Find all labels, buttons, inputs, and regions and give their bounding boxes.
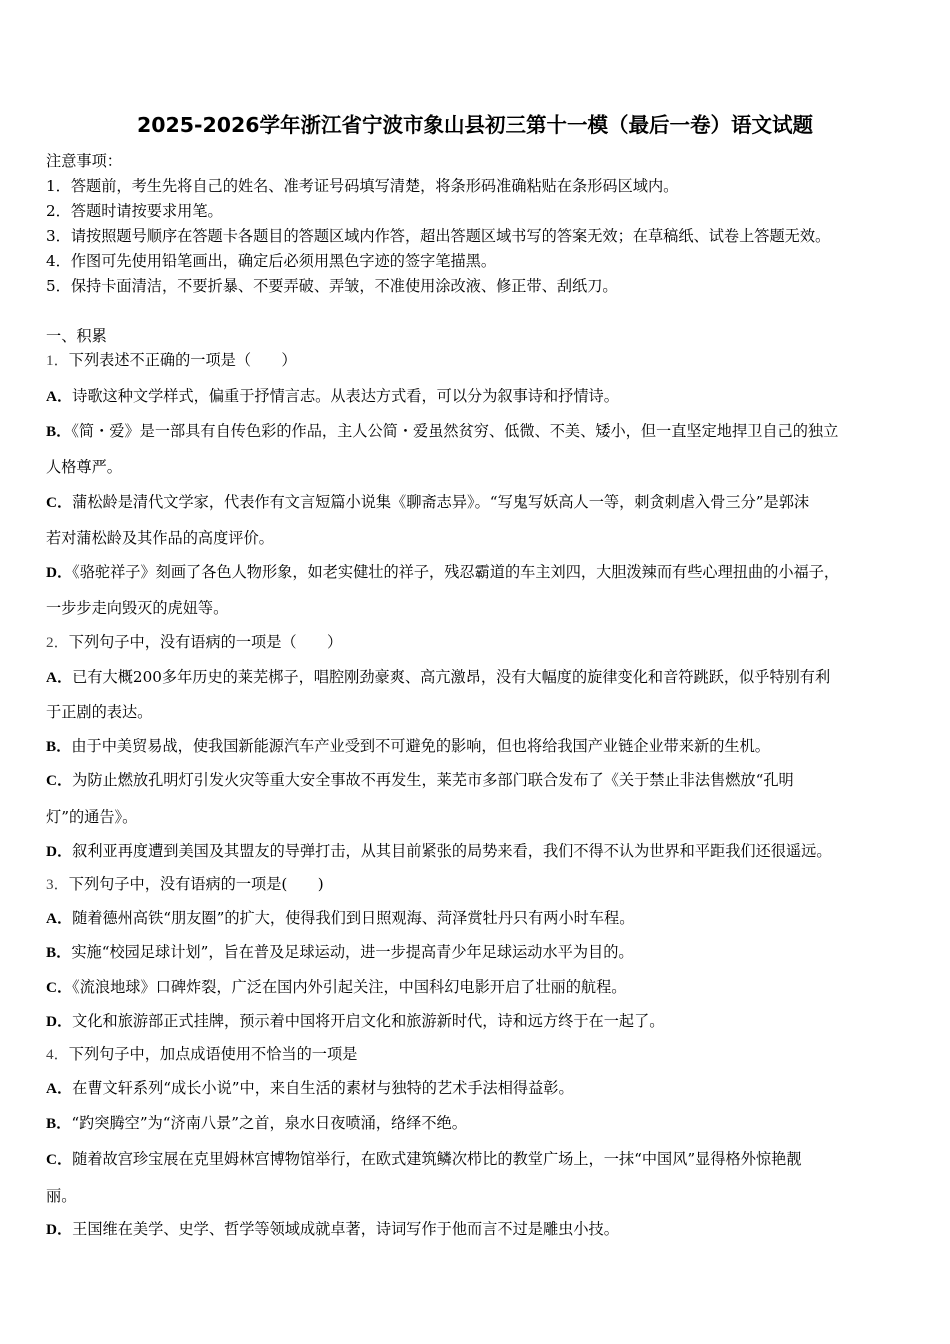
question-4-option-c: [46, 1148, 802, 1171]
option-text: 已有大概200多年历史的莱芜梆子，唱腔刚劲豪爽、高亢激昂，没有大幅度的旋律变化和音符跳跃，似乎特别有利: [72, 668, 831, 686]
question-1-stem: [46, 349, 297, 372]
exam-title: 2025-2026学年浙江省宁波市象山县初三第十一模（最后一卷）语文试题: [136, 113, 814, 137]
question-text: 下列句子中，没有语病的一项是（ ）: [68, 633, 343, 651]
option-label: B．: [46, 944, 72, 961]
question-number: 4．: [46, 1046, 69, 1063]
question-3-option-a: [46, 907, 634, 930]
option-label: A．: [46, 910, 73, 927]
question-number: 1．: [46, 352, 69, 369]
option-label: A．: [46, 1080, 73, 1097]
question-3-option-c: [46, 976, 627, 999]
option-label: B．: [46, 423, 72, 440]
option-label: C．: [46, 979, 73, 996]
question-2-option-a: [46, 666, 830, 689]
notice-item-5: 5．保持卡面清洁，不要折暴、不要弄破、弄皱，不准使用涂改液、修正带、刮纸刀。: [46, 277, 618, 295]
question-number: 3．: [46, 876, 69, 893]
option-label: D．: [46, 564, 73, 581]
question-1-option-d-cont: 一步步走向毁灭的虎妞等。: [46, 599, 229, 617]
option-label: D．: [46, 1013, 73, 1030]
notice-item-4: 4．作图可先使用铅笔画出，确定后必须用黑色字迹的签字笔描黑。: [46, 252, 497, 270]
question-1-option-c-cont: 若对蒲松龄及其作品的高度评价。: [46, 529, 274, 547]
question-1-option-b: [46, 420, 838, 443]
option-label: B．: [46, 1115, 72, 1132]
notice-item-2: 2．答题时请按要求用笔。: [46, 202, 223, 220]
option-label: C．: [46, 772, 73, 789]
question-4-option-a: [46, 1077, 574, 1100]
question-2-option-c-cont: 灯”的通告》。: [46, 808, 138, 826]
question-2-option-b: [46, 735, 770, 758]
question-1-option-c: [46, 491, 809, 514]
option-text: 随着故宫珍宝展在克里姆林宫博物馆举行，在欧式建筑鳞次栉比的教堂广场上，一抹“中国风”显得格外惊艳靓: [72, 1150, 802, 1168]
option-label: A．: [46, 669, 73, 686]
option-text: 王国维在美学、史学、哲学等领域成就卓著，诗词写作于他而言不过是雕虫小技。: [72, 1220, 619, 1238]
option-text: 叙利亚再度遭到美国及其盟友的导弹打击，从其目前紧张的局势来看，我们不得不认为世界和平距我们还很遥远。: [72, 842, 832, 860]
question-1-option-d: [46, 561, 839, 584]
option-label: A．: [46, 388, 73, 405]
option-text: 《骆驼祥子》刻画了各色人物形象，如老实健壮的祥子，残忍霸道的车主刘四，大胆泼辣而有些心理扭曲的小福子，: [72, 563, 840, 581]
question-3-option-d: [46, 1010, 664, 1033]
question-4-option-d: [46, 1218, 619, 1241]
notice-heading: 注意事项：: [46, 152, 122, 170]
option-text: 由于中美贸易战，使我国新能源汽车产业受到不可避免的影响，但也将给我国产业链企业带来新的生机。: [71, 737, 770, 755]
question-3-option-b: [46, 941, 634, 964]
option-text: 随着德州高铁“朋友圈”的扩大，使得我们到日照观海、菏泽赏牡丹只有两小时车程。: [72, 909, 635, 927]
option-label: B．: [46, 738, 72, 755]
option-text: 《流浪地球》口碑炸裂，广泛在国内外引起关注，中国科幻电影开启了壮丽的航程。: [72, 978, 627, 996]
question-text: 下列句子中，没有语病的一项是( ): [68, 875, 324, 893]
question-1-option-b-cont: 人格尊严。: [46, 458, 122, 476]
option-text: 诗歌这种文学样式，偏重于抒情言志。从表达方式看，可以分为叙事诗和抒情诗。: [72, 387, 619, 405]
question-1-option-a: [46, 385, 619, 408]
option-text: 为防止燃放孔明灯引发火灾等重大安全事故不再发生，莱芜市多部门联合发布了《关于禁止非法售燃放“孔明: [72, 771, 794, 789]
option-text: 实施“校园足球计划”，旨在普及足球运动，进一步提高青少年足球运动水平为目的。: [71, 943, 634, 961]
option-label: D．: [46, 843, 73, 860]
option-label: D．: [46, 1221, 73, 1238]
option-text: 在曹文轩系列“成长小说”中，来自生活的素材与独特的艺术手法相得益彰。: [72, 1079, 574, 1097]
question-2-option-a-cont: 于正剧的表达。: [46, 703, 153, 721]
question-text: 下列句子中，加点成语使用不恰当的一项是: [68, 1045, 358, 1063]
question-3-stem: [46, 873, 324, 896]
question-2-option-c: [46, 769, 794, 792]
option-label: C．: [46, 1151, 73, 1168]
notice-item-3: 3．请按照题号顺序在答题卡各题目的答题区域内作答，超出答题区域书写的答案无效；在草稿纸、试卷上答题无效。: [46, 227, 831, 245]
question-4-stem: [46, 1043, 357, 1066]
question-2-stem: [46, 631, 342, 654]
question-2-option-d: [46, 840, 832, 863]
notice-item-1: 1．答题前，考生先将自己的姓名、准考证号码填写清楚，将条形码准确粘贴在条形码区域内。: [46, 177, 679, 195]
section-heading: 一、积累: [46, 327, 107, 345]
option-label: C．: [46, 494, 73, 511]
option-text: 《简・爱》是一部具有自传色彩的作品，主人公简・爱虽然贫穷、低微、不美、矮小，但一直坚定地捍卫自己的独立: [71, 422, 839, 440]
question-text: 下列表述不正确的一项是（ ）: [68, 351, 297, 369]
question-4-option-b: [46, 1112, 467, 1135]
question-4-option-c-cont: 丽。: [46, 1187, 77, 1205]
option-text: “趵突腾空”为“济南八景”之首，泉水日夜喷涌，络绎不绝。: [71, 1114, 467, 1132]
option-text: 蒲松龄是清代文学家，代表作有文言短篇小说集《聊斋志异》。“写鬼写妖高人一等，刺贪刺虐入骨三分”是郭沫: [72, 493, 810, 511]
question-number: 2．: [46, 634, 69, 651]
option-text: 文化和旅游部正式挂牌，预示着中国将开启文化和旅游新时代，诗和远方终于在一起了。: [72, 1012, 665, 1030]
